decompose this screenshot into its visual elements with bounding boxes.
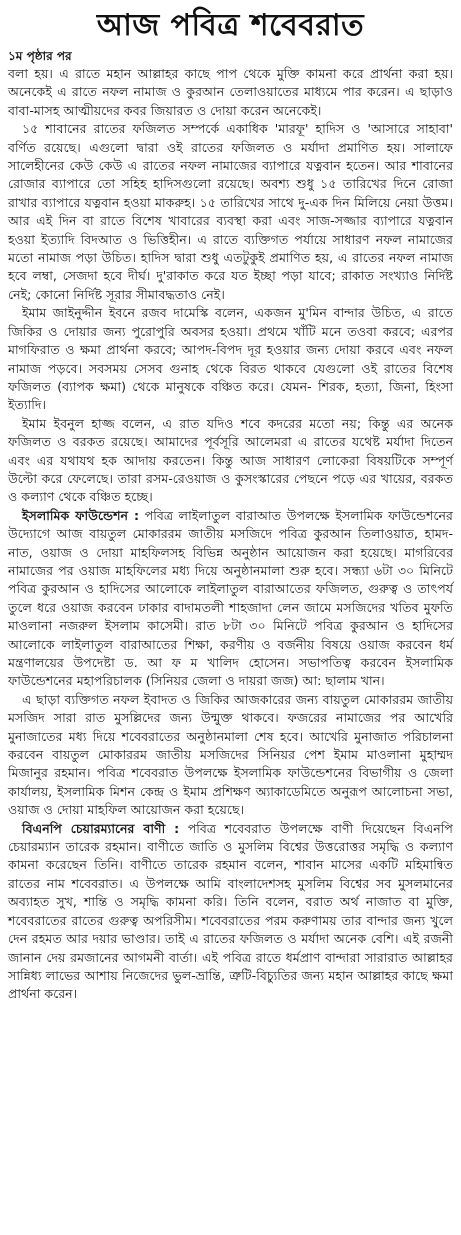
bnp-message-lead: বিএনপি চেয়ারম্যানের বাণী : [22, 820, 180, 836]
islamic-foundation-lead: ইসলামিক ফাউন্ডেশন : [22, 507, 140, 523]
continued-from-label: ১ম পৃষ্ঠার পর [8, 49, 72, 63]
article-paragraph: ইমাম জাইনুদ্দীন ইবনে রজব দামেস্কি বলেন, একজন মু'মিন বান্দার উচিত, এ রাতে জিকির ও দোয়ার জন্য পুরোপুরি অবসর হওয়া। প্রথমে খাঁটি মনে তওবা করবে; এরপর মাগফিরাত ও ক্ষমা প্রার্থনা করবে; আপদ-বিপদ দূর হওয়ার জন্য দোয়া করবে এবং নফল নামাজ পড়বে। সবসময় সেসব গুনাহ থেকে বিরত থাকবে যেগুলো ওই রাতের বিশেষ ফজিলত (ব্যাপক ক্ষমা) থেকে মানুষকে বঞ্চিত করে। যেমন- শিরক, হত্যা, জিনা, হিংসা ইত্যাদি। [8, 305, 453, 413]
article-paragraph: ইমাম ইবনুল হাজ্জ বলেন, এ রাত যদিও শবে কদরের মতো নয়; কিন্তু এর অনেক ফজিলত ও বরকত রয়েছে। আমাদের পূর্বসূরি আলেমরা এ রাতের যথেষ্ট মর্যাদা দিতেন এবং এর যথাযথ হক আদায় করতেন। কিন্তু আজ সাধারণ লোকেরা বিষয়টিকে সম্পূর্ণ উল্টো করে ফেলেছে। তারা রসম-রেওয়াজ ও কুসংস্কারের পেছনে পড়ে এর খায়ের, বরকত ও কল্যাণ থেকে বঞ্চিত হচ্ছে। [8, 415, 453, 505]
bnp-message-paragraph [8, 820, 453, 1004]
headline: আজ পবিত্র শবেবরাত [96, 8, 365, 43]
article-paragraph: বলা হয়। এ রাতে মহান আল্লাহর কাছে পাপ থেকে মুক্তি কামনা করে প্রার্থনা করা হয়। অনেকেই এ রাতে নফল নামাজ ও কুরআন তেলাওয়াতের মাধ্যমে পার করেন। এ ছাড়াও বাবা-মাসহ আত্মীয়দের কবর জিয়ারত ও দোয়া করেন অনেকেই। [8, 66, 453, 118]
bnp-message-text: পবিত্র শবেবরাত উপলক্ষে বাণী দিয়েছেন বিএনপি চেয়ারম্যান তারেক রহমান। বাণীতে জাতি ও মুসলিম বিশ্বের উত্তরোত্তর সমৃদ্ধি ও কল্যাণ কামনা করেছেন তিনি। বাণীতে তারেক রহমান বলেন, শাবান মাসের একটি মহিমান্বিত রাতের নাম শবেবরাত। এ উপলক্ষে আমি বাংলাদেশসহ মুসলিম বিশ্বের সব মুসলমানের অব্যাহত সুখ, শান্তি ও সমৃদ্ধি কামনা করি। তিনি বলেন, বরাত অর্থ নাজাত বা মুক্তি, শবেবরাতের রাতের গুরুত্ব অপরিসীম। শবেবরাতের পরম করুণাময় তার বান্দার জন্য খুলে দেন রহমত আর দয়ার ভাণ্ডার। তাই এ রাতের ফজিলত ও মর্যাদা অনেক বেশি। এই রজনী জানান দেয় রমজানের আগমনী বার্তা। এই পবিত্র রাতে ধর্মপ্রাণ বান্দারা সারারাত আল্লাহর সান্নিধ্য লাভের আশায় নিজেদের ভুল-ভ্রান্তি, ত্রুটি-বিচ্যুতির জন্য মহান আল্লাহর কাছে ক্ষমা প্রার্থনা করেন। [8, 820, 453, 1002]
islamic-foundation-text: পবিত্র লাইলাতুল বারাআত উপলক্ষে ইসলামিক ফাউন্ডেশনের উদ্যোগে আজ বায়তুল মোকাররম জাতীয় মসজিদে পবিত্র কুরআন তিলাওয়াত, হামদ-নাত, ওয়াজ ও দোয়া মাহফিলসহ বিভিন্ন অনুষ্ঠান আয়োজন করা হয়েছে। মাগরিবের নামাজের পর ওয়াজ মাহফিলের মধ্য দিয়ে অনুষ্ঠানমালা শুরু হবে। সন্ধ্যা ৬টা ৩০ মিনিটে পবিত্র কুরআন ও হাদিসের আলোকে লাইলাতুল বারাআতের ফজিলত, গুরুত্ব ও তাৎপর্য তুলে ধরে ওয়াজ করবেন ঢাকার বাদামতলী শাহজাদা লেন জামে মসজিদের খতিব মুফতি মাওলানা নজরুল ইসলাম কাসেমী। রাত ৮টা ৩০ মিনিটে পবিত্র কুরআন ও হাদিসের আলোকে লাইলাতুল বারাআতের শিক্ষা, করণীয় ও বর্জনীয় বিষয়ে ওয়াজ করবেন ধর্ম মন্ত্রণালয়ের উপদেষ্টা ড. আ ফ ম খালিদ হোসেন। সভাপতিত্ব করবেন ইসলামিক ফাউন্ডেশনের মহাপরিচালক (সিনিয়র জেলা ও দায়রা জজ) আ: ছালাম খান। [8, 507, 454, 689]
islamic-foundation-paragraph [8, 507, 453, 691]
article-paragraph: এ ছাড়া ব্যক্তিগত নফল ইবাদত ও জিকির আজকারের জন্য বায়তুল মোকাররম জাতীয় মসজিদ সারা রাত মুসল্লিদের জন্য উন্মুক্ত থাকবে। ফজরের নামাজের পর আখেরি মুনাজাতের মধ্য দিয়ে শবেবরাতের অনুষ্ঠানমালা শেষ হবে। আখেরি মুনাজাত পরিচালনা করবেন বায়তুল মোকাররম জাতীয় মসজিদের সিনিয়র পেশ ইমাম মাওলানা মুহাম্মদ মিজানুর রহমান। পবিত্র শবেবরাত উপলক্ষে ইসলামিক ফাউন্ডেশনের বিভাগীয় ও জেলা কার্যালয়, ইসলামিক মিশন কেন্দ্র ও ইমাম প্রশিক্ষণ অ্যাকাডেমিতে অনুরূপ আলোচনা সভা, ওয়াজ ও দোয়া মাহফিল আয়োজন করা হয়েছে। [8, 691, 453, 818]
article-paragraph: ১৫ শাবানের রাতের ফজিলত সম্পর্কে একাধিক 'মারফূ' হাদিস ও 'আসারে সাহাবা' বর্ণিত রয়েছে। এগুলো দ্বারা ওই রাতের ফজিলত ও মর্যাদা প্রমাণিত হয়। সালাফে সালেহীনের কেউ কেউ এ রাতের নফল নামাজের ব্যাপারে যত্নবান হতেন। আর শাবানের রোজার ব্যাপারে তো সহিহ হাদিসগুলো রয়েছে। অবশ্য শুধু ১৫ তারিখের দিনে রোজা রাখার ব্যাপারে যত্নবান হওয়া মাকরুহ। ১৫ তারিখের সাথে দু-এক দিন মিলিয়ে নেয়া উত্তম। আর এই দিন বা রাতে বিশেষ খাবারের ব্যবস্থা করা এবং সাজ-সজ্জার ব্যাপারে যত্নবান হওয়া ইত্যাদি বিদআত ও ভিত্তিহীন। এ রাতে ব্যক্তিগত পর্যায়ে সাধারণ নফল নামাজের মতো নামাজ পড়া উচিত। হাদিস দ্বারা শুধু এতটুকুই প্রমাণিত হয়, এ রাতের নফল নামাজ হবে লম্বা, সেজদা হবে দীর্ঘ। দু'রাকাত করে যত ইচ্ছা পড়া যাবে; রাকাত সংখ্যাও নির্দিষ্ট নেই; কোনো নির্দিষ্ট সূরার সীমাবদ্ধতাও নেই। [8, 121, 453, 302]
